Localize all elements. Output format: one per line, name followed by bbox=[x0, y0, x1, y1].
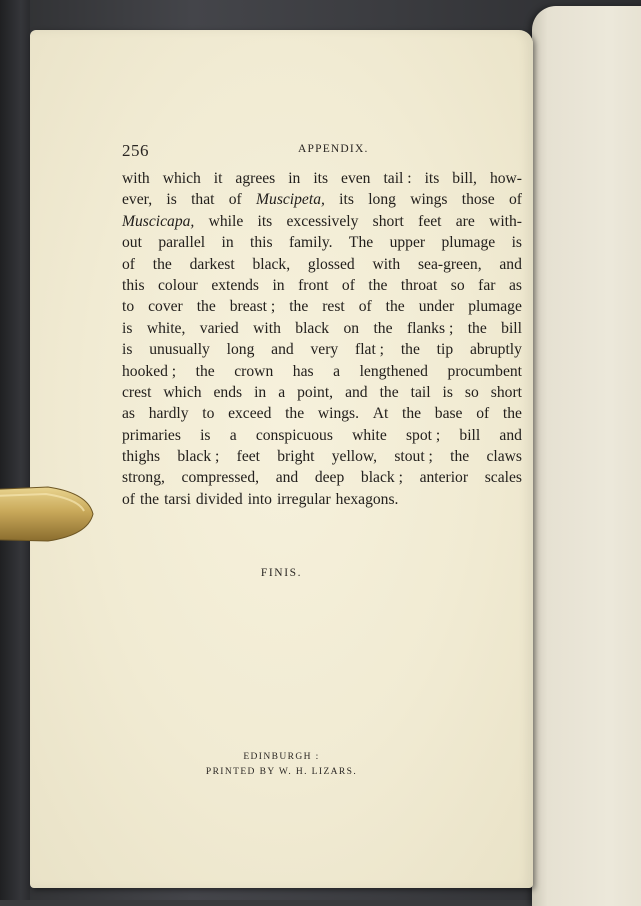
text-word: bill bbox=[459, 426, 481, 444]
text-word: flanks ; bbox=[406, 319, 454, 337]
text-word: sea-green, bbox=[417, 255, 482, 273]
text-word: flat ; bbox=[355, 341, 385, 359]
text-word: is bbox=[122, 319, 133, 337]
text-word: ends bbox=[213, 383, 243, 401]
text-word: which bbox=[162, 170, 201, 187]
text-line bbox=[122, 467, 522, 488]
text-word: black, bbox=[252, 255, 291, 273]
text-word: base bbox=[434, 405, 463, 423]
text-word: Muscicapa, bbox=[122, 212, 195, 230]
text-word: and bbox=[275, 469, 299, 487]
facing-page-edge bbox=[532, 6, 641, 906]
text-word: hardly bbox=[148, 405, 189, 423]
text-word: compressed, bbox=[181, 469, 260, 487]
text-word: out bbox=[122, 234, 142, 252]
text-word: of bbox=[358, 298, 372, 316]
text-word: of bbox=[508, 191, 522, 209]
text-word: breast ; bbox=[229, 298, 276, 316]
text-word: in bbox=[254, 383, 267, 401]
text-line bbox=[122, 275, 522, 296]
text-word: its bbox=[339, 191, 354, 209]
text-word: the bbox=[196, 298, 216, 316]
text-word: it bbox=[213, 170, 223, 187]
text-word: bright bbox=[277, 448, 315, 466]
text-word: Muscipeta, bbox=[256, 191, 325, 209]
text-word: the bbox=[140, 490, 160, 508]
text-word: a bbox=[229, 426, 237, 444]
book-page bbox=[30, 30, 533, 888]
text-word: and bbox=[499, 255, 522, 273]
text-word: in bbox=[221, 234, 234, 252]
text-word: rest bbox=[322, 298, 345, 316]
text-word: so bbox=[464, 383, 479, 401]
text-word: claws bbox=[486, 448, 522, 466]
text-word: in bbox=[288, 170, 301, 187]
text-word: tail : bbox=[383, 170, 412, 187]
text-word: procumbent bbox=[447, 362, 522, 380]
text-word: deep bbox=[314, 469, 345, 487]
text-word: feet bbox=[418, 212, 442, 230]
text-word: exceed bbox=[228, 405, 272, 423]
imprint-city: EDINBURGH : bbox=[243, 752, 320, 762]
text-word: point, bbox=[297, 383, 334, 401]
text-word: abruptly bbox=[469, 341, 522, 359]
text-word: thighs bbox=[122, 448, 161, 466]
text-word: darkest bbox=[189, 255, 235, 273]
text-word: yellow, bbox=[331, 448, 378, 466]
text-word: long bbox=[226, 341, 255, 359]
text-line bbox=[122, 382, 522, 403]
text-word: extends bbox=[211, 276, 259, 294]
brass-bookmark-icon[interactable] bbox=[0, 483, 94, 545]
text-word: the bbox=[379, 383, 399, 401]
text-word: wings. bbox=[317, 405, 359, 423]
text-word: agrees bbox=[235, 170, 276, 187]
text-word: to bbox=[122, 298, 135, 316]
text-line bbox=[122, 168, 522, 189]
text-word: is bbox=[442, 383, 453, 401]
text-word: long bbox=[368, 191, 396, 209]
text-word: into bbox=[247, 490, 272, 508]
text-word: the bbox=[289, 298, 309, 316]
text-word: wings bbox=[410, 191, 448, 209]
text-word: black ; bbox=[177, 448, 220, 466]
text-word: this bbox=[250, 234, 273, 252]
text-word: black ; bbox=[360, 469, 403, 487]
text-word: to bbox=[202, 405, 215, 423]
text-word: its bbox=[424, 170, 440, 187]
text-word: its bbox=[257, 212, 273, 230]
text-word: so bbox=[450, 276, 465, 294]
text-word: primaries bbox=[122, 426, 181, 444]
text-word: feet bbox=[236, 448, 260, 466]
text-word: its bbox=[313, 170, 329, 187]
page-number: 256 bbox=[122, 141, 149, 160]
text-word: of bbox=[341, 276, 355, 294]
text-word: stout ; bbox=[394, 448, 433, 466]
text-word: in bbox=[272, 276, 285, 294]
text-word: white, bbox=[146, 319, 186, 337]
text-word: the bbox=[450, 448, 470, 466]
text-word: plumage bbox=[441, 234, 496, 252]
text-word: with bbox=[122, 170, 150, 187]
text-word: is bbox=[166, 191, 177, 209]
text-word: of bbox=[122, 255, 135, 273]
text-word: with bbox=[253, 319, 281, 337]
text-word: the bbox=[152, 255, 172, 273]
text-word: are bbox=[455, 212, 475, 230]
text-word: with- bbox=[489, 212, 522, 230]
text-word: colour bbox=[158, 276, 198, 294]
text-word: of bbox=[122, 490, 135, 508]
text-word: ever, bbox=[122, 191, 153, 209]
text-word: short bbox=[490, 383, 522, 401]
text-word: the bbox=[502, 405, 522, 423]
text-word: family. bbox=[288, 234, 333, 252]
text-word: plumage bbox=[468, 298, 522, 316]
text-line bbox=[122, 318, 522, 339]
text-word: as bbox=[508, 276, 522, 294]
text-word: spot ; bbox=[405, 426, 441, 444]
text-line bbox=[122, 254, 522, 275]
text-word: and bbox=[499, 426, 522, 444]
text-word: upper bbox=[389, 234, 426, 252]
text-word: the bbox=[467, 319, 487, 337]
text-word: of bbox=[228, 191, 242, 209]
text-word: is bbox=[511, 234, 522, 252]
text-word: on bbox=[343, 319, 360, 337]
text-word: this bbox=[122, 276, 145, 294]
text-word: of bbox=[476, 405, 490, 423]
text-line bbox=[122, 296, 522, 317]
text-line bbox=[122, 446, 522, 467]
text-word: varied bbox=[199, 319, 239, 337]
text-word: tip bbox=[436, 341, 454, 359]
text-word: far bbox=[478, 276, 496, 294]
imprint-printer: PRINTED BY W. H. LIZARS. bbox=[205, 767, 358, 777]
text-word: bill bbox=[501, 319, 522, 337]
text-word: excessively bbox=[286, 212, 359, 230]
text-word: the bbox=[285, 405, 305, 423]
text-word: with bbox=[372, 255, 401, 273]
text-word: crown bbox=[234, 362, 274, 380]
text-word: that bbox=[191, 191, 215, 209]
text-word: which bbox=[163, 383, 202, 401]
text-word: has bbox=[292, 362, 314, 380]
text-word: At bbox=[372, 405, 389, 423]
text-line bbox=[122, 211, 522, 232]
text-word: cover bbox=[148, 298, 183, 316]
text-word: tail bbox=[410, 383, 431, 401]
text-word: a bbox=[333, 362, 341, 380]
text-word: a bbox=[278, 383, 286, 401]
text-word: the bbox=[385, 298, 405, 316]
text-word: and bbox=[271, 341, 294, 359]
text-word: The bbox=[348, 234, 374, 252]
text-line bbox=[122, 361, 522, 382]
text-word: conspicuous bbox=[255, 426, 333, 444]
text-word: even bbox=[341, 170, 371, 187]
text-word: irregular bbox=[276, 490, 331, 508]
text-word: how- bbox=[489, 170, 522, 187]
text-word: throat bbox=[400, 276, 438, 294]
text-word: parallel bbox=[158, 234, 206, 252]
text-word: strong, bbox=[122, 469, 165, 487]
text-word: front bbox=[298, 276, 329, 294]
text-word: very bbox=[310, 341, 339, 359]
running-head: APPENDIX. bbox=[298, 143, 369, 155]
text-word: the bbox=[368, 276, 388, 294]
book-cover-edge bbox=[0, 0, 30, 900]
text-line bbox=[122, 489, 522, 510]
text-word: tarsi bbox=[164, 490, 191, 508]
text-word: glossed bbox=[307, 255, 355, 273]
finis-heading: FINIS. bbox=[260, 567, 303, 579]
body-text bbox=[122, 168, 522, 510]
text-word: white bbox=[352, 426, 387, 444]
text-word: divided bbox=[195, 490, 243, 508]
text-word: bill, bbox=[452, 170, 477, 187]
text-word: lengthened bbox=[359, 362, 428, 380]
text-word: anterior bbox=[419, 469, 469, 487]
text-word: is bbox=[122, 341, 133, 359]
text-line bbox=[122, 425, 522, 446]
text-word: hooked ; bbox=[122, 362, 177, 380]
text-word: the bbox=[402, 405, 422, 423]
text-word: while bbox=[208, 212, 244, 230]
text-word: unusually bbox=[149, 341, 210, 359]
text-line bbox=[122, 403, 522, 424]
text-word: hexagons. bbox=[335, 490, 399, 508]
text-word: the bbox=[400, 341, 420, 359]
text-line bbox=[122, 232, 522, 253]
text-word: crest bbox=[122, 383, 152, 401]
text-word: black bbox=[295, 319, 330, 337]
text-word: under bbox=[418, 298, 455, 316]
text-word: scales bbox=[484, 469, 522, 487]
text-word: the bbox=[195, 362, 215, 380]
text-line bbox=[122, 189, 522, 210]
text-word: is bbox=[200, 426, 211, 444]
text-word: and bbox=[345, 383, 368, 401]
text-line bbox=[122, 339, 522, 360]
text-word: short bbox=[372, 212, 404, 230]
text-word: those bbox=[461, 191, 495, 209]
text-word: the bbox=[373, 319, 393, 337]
text-word: as bbox=[122, 405, 135, 423]
